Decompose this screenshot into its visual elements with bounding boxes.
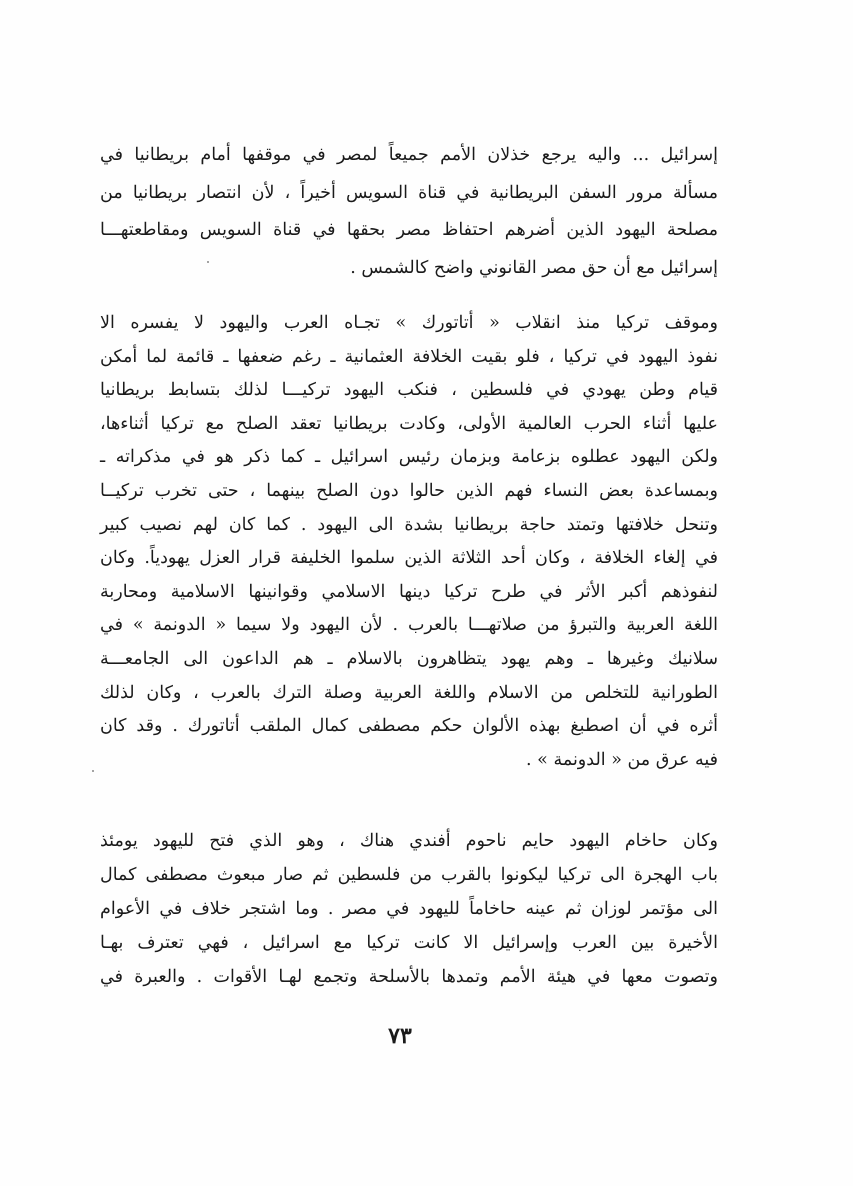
paragraph-line: باب الهجرة الى تركيا ليكونوا بالقرب من فلسطين ثم صار مبعوث مصطفى كمال	[100, 865, 718, 885]
paragraph-line: مسألة مرور السفن البريطانية في قناة السويس أخيراً ، لأن انتصار بريطانيا من	[100, 182, 718, 203]
paragraph-line: الى مؤتمر لوزان ثم عينه حاخاماً لليهود في مصر . وما اشتجر خلاف في الأعوام	[100, 899, 718, 919]
paragraph-line: لنفوذهم أكبر الأثر في طرح تركيا دينها الاسلامي وقوانينها الاسلامية ومحاربة	[100, 581, 718, 602]
scan-speck	[207, 261, 209, 263]
paragraph-3	[100, 831, 718, 1001]
paragraph-line: وبمساعدة بعض النساء فهم الذين حالوا دون الصلح بينهما ، حتى تخرب تركيــا	[100, 480, 718, 501]
paragraph-2	[100, 313, 718, 783]
paragraph-line: الطورانية للتخلص من الاسلام واللغة العربية وصلة الترك بالعرب ، وكان لذلك	[100, 682, 718, 703]
paragraph-line: أثره في أن اصطبغ بهذه الألوان حكم مصطفى كمال الملقب أتاتورك . وقد كان	[100, 716, 718, 737]
scan-speck	[92, 770, 94, 772]
paragraph-line: إسرائيل ... واليه يرجع خذلان الأمم جميعاً لمصر في موقفها أمام بريطانيا في	[100, 145, 718, 165]
paragraph-line: اللغة العربية والتبرؤ من صلاتهـــا بالعرب . لأن اليهود ولا سيما « الدونمة » في	[100, 615, 718, 636]
paragraph-line: عليها أثناء الحرب العالمية الأولى، وكادت بريطانيا تعقد الصلح مع تركيا أثناءها،	[100, 413, 718, 434]
paragraph-line: وموقف تركيا منذ انقلاب « أتاتورك » تجـاه العرب واليهود لا يفسره الا	[100, 313, 718, 333]
paragraph-line: الأخيرة بين العرب وإسرائيل الا كانت تركيا مع اسرائيل ، فهي تعترف بهـا	[100, 933, 718, 953]
paragraph-1	[100, 145, 718, 295]
paragraph-line: فيه عرق من « الدونمة » .	[526, 749, 718, 770]
page-number: ٧٣	[388, 1023, 412, 1049]
paragraph-line: وتنحل خلافتها وتمتد حاجة بريطانيا بشدة الى اليهود . كما كان لهم نصيب كبير	[100, 514, 718, 535]
paragraph-line: مصلحة اليهود الذين أضرهم احتفاظ مصر بحقها في قناة السويس ومقاطعتهـــا	[100, 220, 718, 240]
paragraph-line: في إلغاء الخلافة ، وكان أحد الثلاثة الذين سلموا الخليفة قرار العزل يهودياً. وكان	[100, 548, 718, 569]
paragraph-line: سلانيك وغيرها ـ وهم يهود يتظاهرون بالاسلام ـ هم الداعون الى الجامعـــة	[100, 648, 718, 669]
paragraph-line: ولكن اليهود عطلوه بزعامة وبزمان رئيس اسرائيل ـ كما ذكر هو في مذكراته ـ	[100, 447, 718, 468]
paragraph-line: وكان حاخام اليهود حايم ناحوم أفندي هناك ، وهو الذي فتح لليهود يومئذ	[100, 831, 718, 851]
paragraph-line: وتصوت معها في هيئة الأمم وتمدها بالأسلحة وتجمع لهـا الأقوات . والعبرة في	[100, 967, 718, 987]
paragraph-line: قيام وطن يهودي في فلسطين ، فنكب اليهود تركيـــا لذلك بتسابط بريطانيا	[100, 380, 718, 401]
paragraph-line: نفوذ اليهود في تركيا ، فلو بقيت الخلافة العثمانية ـ رغم ضعفها ـ قائمة لما أمكن	[100, 346, 718, 367]
paragraph-line: إسرائيل مع أن حق مصر القانوني واضح كالشمس .	[350, 257, 718, 278]
